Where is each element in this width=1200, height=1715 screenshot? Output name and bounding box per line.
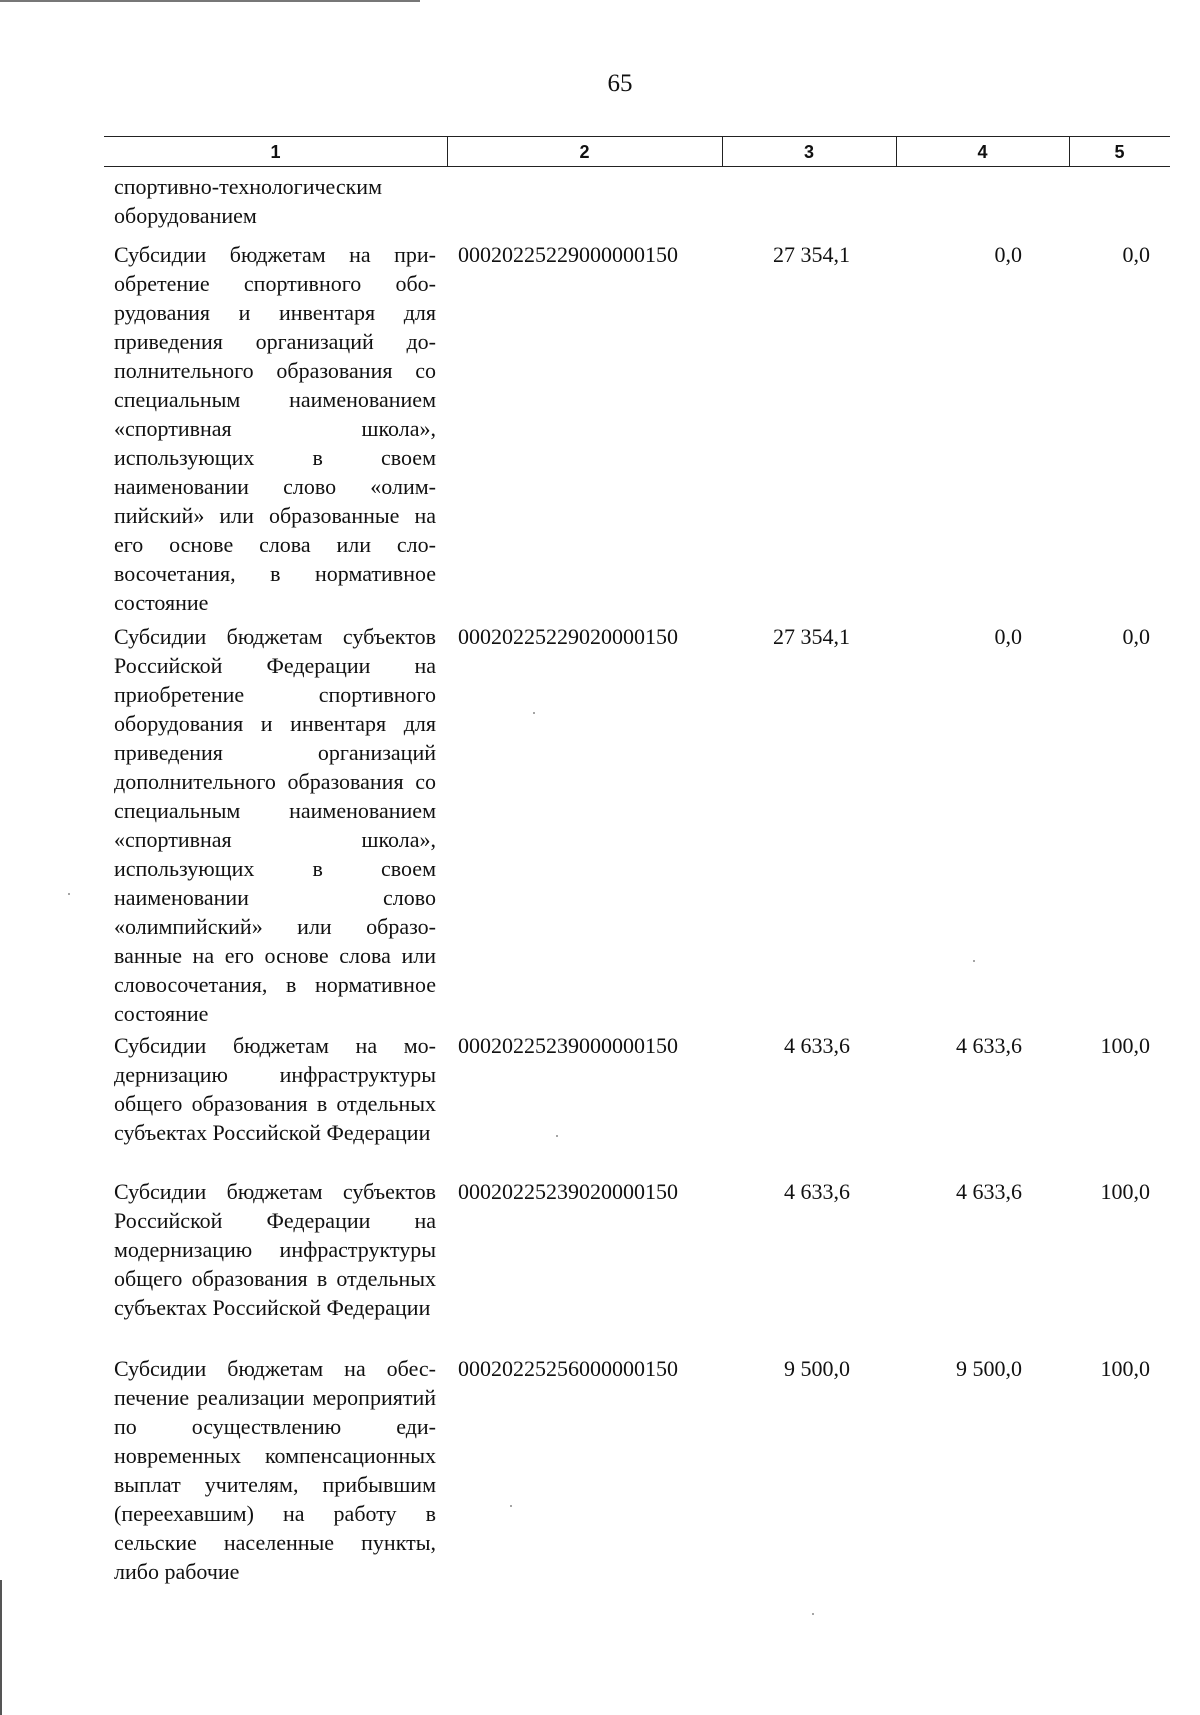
row-name: Субсидии бюджетам субъектов Российской Федерации на приобретение спортивного оборудования и инвентаря для приведения организаций дополнительного образования со специальным наименованием «спортивная школа», использующих в своем наименовании слово «олимпийский» или образованные на его основе слова или словосочетания, в нормативное состояние [114,624,436,1026]
table-header-rule [104,166,1170,167]
row-name: Субсидии бюджетам на приобретение спортивного оборудования и инвентаря для приведения организаций дополнительного образования со специальным наименованием «спортивная школа», использующих в своем наименовании слово «олимпийский» или образованные на его основе слова или словосочетания, в нормативное состояние [114,242,436,615]
row-col5: 100,0 [1100,1033,1150,1058]
row-col5: 100,0 [1100,1179,1150,1204]
row-code: 00020225256000000150 [458,1356,678,1381]
row-code: 00020225229020000150 [458,624,678,649]
row-name: Субсидии бюджетам на модернизацию инфраструктуры общего образования в отдельных субъектах Российской Федерации [114,1033,436,1145]
row-name: Субсидии бюджетам субъектов Российской Федерации на модернизацию инфраструктуры общего образования в отдельных субъектах Российской Федерации [114,1179,436,1320]
scan-speck [973,960,975,962]
row-col4: 0,0 [994,624,1022,649]
row-col3: 4 633,6 [784,1179,850,1204]
header-col-5: 5 [1114,142,1125,162]
scan-edge [0,1580,2,1715]
scan-speck [533,712,535,714]
row-col5: 0,0 [1122,242,1150,267]
row-col3: 4 633,6 [784,1033,850,1058]
row-code: 00020225239020000150 [458,1179,678,1204]
row-col4: 4 633,6 [956,1033,1022,1058]
scan-edge [0,0,420,2]
row-col3: 9 500,0 [784,1356,850,1381]
row-col4: 9 500,0 [956,1356,1022,1381]
header-col-3: 3 [803,142,814,162]
row-code: 00020225229000000150 [458,242,678,267]
table-top-rule [104,136,1170,137]
row-col5: 0,0 [1122,624,1150,649]
row-col4: 0,0 [994,242,1022,267]
header-col-1: 1 [270,142,281,162]
row-code: 00020225239000000150 [458,1033,678,1058]
continued-text: спортивно-технологическим оборудованием [114,174,382,228]
scan-speck [812,1613,814,1615]
scan-speck [556,1135,558,1137]
header-col-2: 2 [579,142,590,162]
scan-speck [68,893,70,895]
row-name: Субсидии бюджетам на обеспечение реализации мероприятий по осуществлению единовременных компенсационных выплат учителям, прибывшим (переехавшим) на работу в сельские населенные пункты, либо рабочие [114,1356,436,1584]
row-col5: 100,0 [1100,1356,1150,1381]
scan-speck [510,1505,512,1507]
row-col4: 4 633,6 [956,1179,1022,1204]
page-number: 65 [607,70,633,97]
header-col-4: 4 [977,142,988,162]
row-col3: 27 354,1 [773,242,850,267]
row-col3: 27 354,1 [773,624,850,649]
